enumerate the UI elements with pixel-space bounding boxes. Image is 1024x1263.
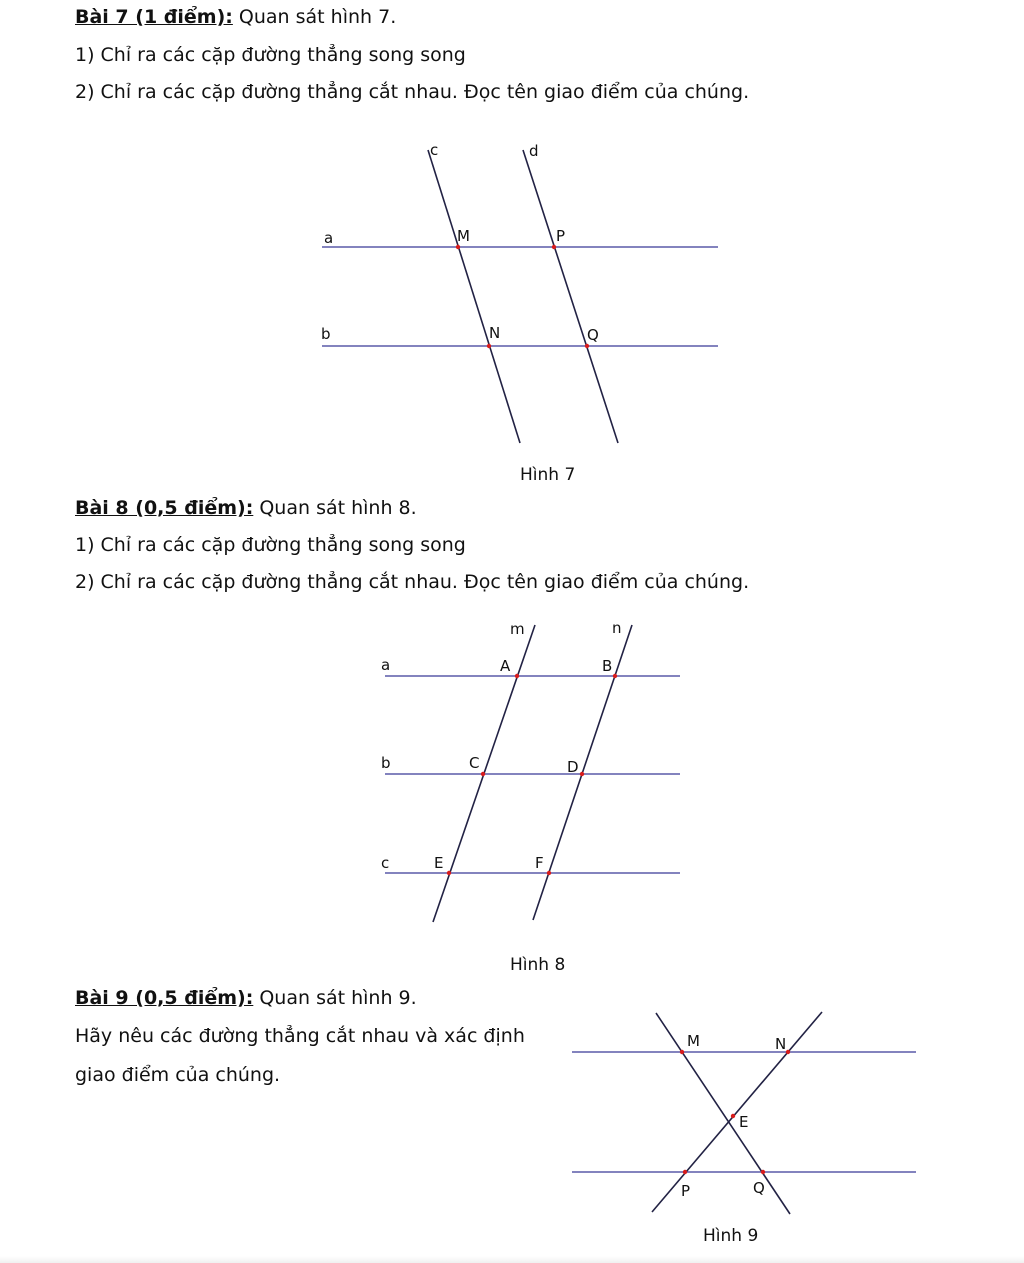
- fig8-label-E: E: [434, 854, 444, 872]
- fig8-label-a: a: [381, 656, 391, 674]
- bai8-question-1: 1) Chỉ ra các cặp đường thẳng song song: [75, 534, 466, 556]
- fig9-label-P: P: [681, 1182, 691, 1200]
- fig8-label-c: c: [381, 854, 390, 872]
- bai7-heading: Bài 7 (1 điểm):: [75, 6, 233, 28]
- fig9-point-N: [786, 1050, 790, 1054]
- fig7-caption: Hình 7: [520, 465, 576, 485]
- fig8-label-D: D: [567, 758, 579, 776]
- bai9-heading: Bài 9 (0,5 điểm):: [75, 987, 254, 1009]
- fig9-label-Q: Q: [753, 1179, 765, 1197]
- bai8-heading: Bài 8 (0,5 điểm):: [75, 497, 254, 519]
- fig9-line-NP: [652, 1012, 822, 1212]
- fig7-label-c: c: [430, 141, 439, 159]
- fig7-label-b: b: [321, 325, 331, 343]
- fig8-label-A: A: [500, 657, 511, 675]
- bai8-question-2: 2) Chỉ ra các cặp đường thẳng cắt nhau. Đọc tên giao điểm của chúng.: [75, 571, 750, 593]
- fig8-label-b: b: [381, 754, 391, 772]
- fig9-point-Q: [761, 1170, 765, 1174]
- fig9-point-P: [683, 1170, 687, 1174]
- fig8-label-n: n: [612, 619, 622, 637]
- bai7-question-1: 1) Chỉ ra các cặp đường thẳng song song: [75, 44, 466, 66]
- fig7-label-d: d: [529, 142, 539, 160]
- fig7-label-M: M: [457, 227, 470, 245]
- fig7-label-a: a: [324, 229, 334, 247]
- fig8-caption: Hình 8: [510, 955, 566, 975]
- fig9-label-E: E: [739, 1113, 749, 1131]
- page-bottom-edge: [0, 1256, 1024, 1263]
- fig8-label-F: F: [535, 854, 544, 872]
- bai9-question-line-2: giao điểm của chúng.: [75, 1064, 281, 1086]
- fig9-label-M: M: [687, 1032, 700, 1050]
- fig9-label-N: N: [775, 1035, 787, 1053]
- fig8-label-C: C: [469, 754, 480, 772]
- bai7-question-2: 2) Chỉ ra các cặp đường thẳng cắt nhau. Đọc tên giao điểm của chúng.: [75, 81, 750, 103]
- bai8-intro: Quan sát hình 8.: [253, 497, 417, 519]
- fig7-label-Q: Q: [587, 326, 599, 344]
- bai9-question-line-1: Hãy nêu các đường thẳng cắt nhau và xác định: [75, 1025, 525, 1047]
- fig7-label-N: N: [489, 324, 501, 342]
- fig9-point-M: [680, 1050, 684, 1054]
- bai9-intro: Quan sát hình 9.: [253, 987, 417, 1009]
- fig8-label-m: m: [510, 620, 525, 638]
- fig9-caption: Hình 9: [703, 1226, 759, 1246]
- fig7-label-P: P: [556, 227, 566, 245]
- fig9-point-E: [731, 1114, 735, 1118]
- fig8-label-B: B: [602, 657, 613, 675]
- bai7-intro: Quan sát hình 7.: [232, 6, 397, 28]
